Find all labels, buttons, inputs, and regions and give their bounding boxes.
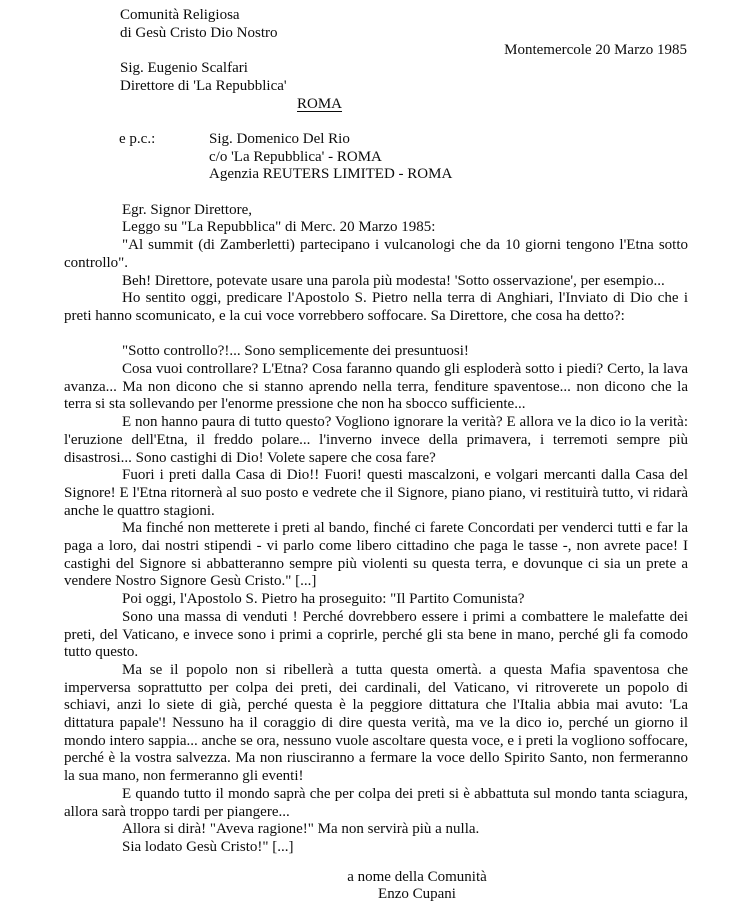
signature-role: a nome della Comunità — [347, 868, 487, 885]
recipient-name: Sig. Eugenio Scalfari — [120, 60, 248, 77]
paragraph: Ma finché non metterete i preti al bando, finché ci farete Concordati per venderci tutti e far la paga a loro, dai nostri stipendi - vi parlo come libero cittadino che paga le tasse -, non avrete pace! I castighi del Signore si abbatteranno sempre più violenti su questa terra, e dovunque ci sia un prete a vendere Nostro Signore Gesù Cristo." [...] — [64, 520, 688, 590]
paragraph: Sono una massa di venduti ! Perché dovrebbero essere i primi a combattere le malefatte dei preti, del Vaticano, e invece sono i primi a coprirle, perché gli sta bene in mano, perché gli fa comodo tutto questo. — [64, 608, 688, 661]
paragraph: Egr. Signor Direttore, — [122, 201, 252, 218]
paragraph: E non hanno paura di tutto questo? Vogliono ignorare la verità? E allora ve la dico io la verità: l'eruzione dell'Etna, il freddo polare... l'inverno invece della primavera, i terremoti sempre più disastrosi... Sono castighi di Dio! Volete sapere che cosa fare? — [64, 414, 688, 466]
paragraph: Poi oggi, l'Apostolo S. Pietro ha proseguito: "Il Partito Comunista? — [122, 591, 525, 608]
paragraph: Sia lodato Gesù Cristo!" [...] — [122, 839, 294, 855]
cc-label: e p.c.: — [119, 130, 156, 147]
recipient-city: ROMA — [297, 95, 343, 112]
signature-name: Enzo Cupani — [378, 886, 456, 903]
cc-line: Agenzia REUTERS LIMITED - ROMA — [209, 166, 453, 183]
paragraph: Ma se il popolo non si ribellerà a tutta questa omertà. a questa Mafia spaventosa che imperversa soprattutto per colpa dei preti, dei cardinali, del Vaticano, vi ritroverete un popolo di schiavi, anzi lo siete di già, perché questa è la peggiore dittatura che l'Italia abbia mai avuto: 'La dittatura papale'! Nessuno ha il coraggio di dire questa verità, ma ve la dico io, perché un giorno il mondo intero sappia... anche se ora, nessuno vuole ascoltare questa voce, e i preti la vogliono soffocare, perché è la vostra salvezza. Ma non riusciranno a fermare la voce dello Spirito Santo, non fermeranno la sua mano, non fermeranno gli eventi! — [64, 661, 688, 785]
sender-line-2: di Gesù Cristo Dio Nostro — [120, 24, 278, 41]
sender-block — [120, 7, 750, 42]
cc-recipients — [209, 131, 452, 184]
recipient-title: Direttore di 'La Repubblica' — [120, 77, 287, 94]
recipient-block — [120, 60, 750, 113]
paragraph: Fuori i preti dalla Casa di Dio!! Fuori! questi mascalzoni, e volgari mercanti dalla Casa del Signore! E l'Etna ritornerà al suo posto e vedrete che il Signore, piano piano, vi restituirà tutto, vi ridarà anche le quattro stagioni. — [64, 467, 688, 519]
paragraph: E quando tutto il mondo saprà che per colpa dei preti si è abbattuta sul mondo tanta sciagura, allora sarà troppo tardi per piangere... — [64, 785, 688, 820]
paragraph: Beh! Direttore, potevate usare una parola più modesta! 'Sotto osservazione', per esempio... — [122, 272, 665, 289]
paragraph: Allora si dirà! "Aveva ragione!" Ma non servirà più a nulla. — [122, 821, 480, 838]
cc-line: Sig. Domenico Del Rio — [209, 130, 350, 147]
paragraph: Leggo su "La Repubblica" di Merc. 20 Marzo 1985: — [122, 219, 436, 236]
sender-line-1: Comunità Religiosa — [120, 7, 240, 23]
cc-block — [119, 131, 750, 184]
dateline: Montemercole 20 Marzo 1985 — [504, 42, 687, 59]
paragraph: "Al summit (di Zamberletti) partecipano i vulcanologi che da 10 giorni tengono l'Etna sotto controllo". — [64, 237, 688, 271]
paragraph: "Sotto controllo?!... Sono semplicemente dei presuntuosi! — [122, 343, 469, 360]
cc-line: c/o 'La Repubblica' - ROMA — [209, 148, 382, 165]
letter-body — [64, 202, 688, 857]
signature-block — [334, 869, 500, 904]
paragraph: Cosa vuoi controllare? L'Etna? Cosa faranno quando gli esploderà sotto i piedi? Certo, la lava avanza... Ma non dicono che si stanno aprendo nella terra, fenditure spaventose... non dicono che la terra si sta sollevando per l'enorme pressione che non ha sbocco sufficiente... — [64, 361, 688, 413]
paragraph: Ho sentito oggi, predicare l'Apostolo S. Pietro nella terra di Anghiari, l'Inviato di Dio che i preti hanno scomunicato, e la cui voce vorrebbero soffocare. Sa Direttore, che cosa ha detto?: — [64, 290, 688, 324]
